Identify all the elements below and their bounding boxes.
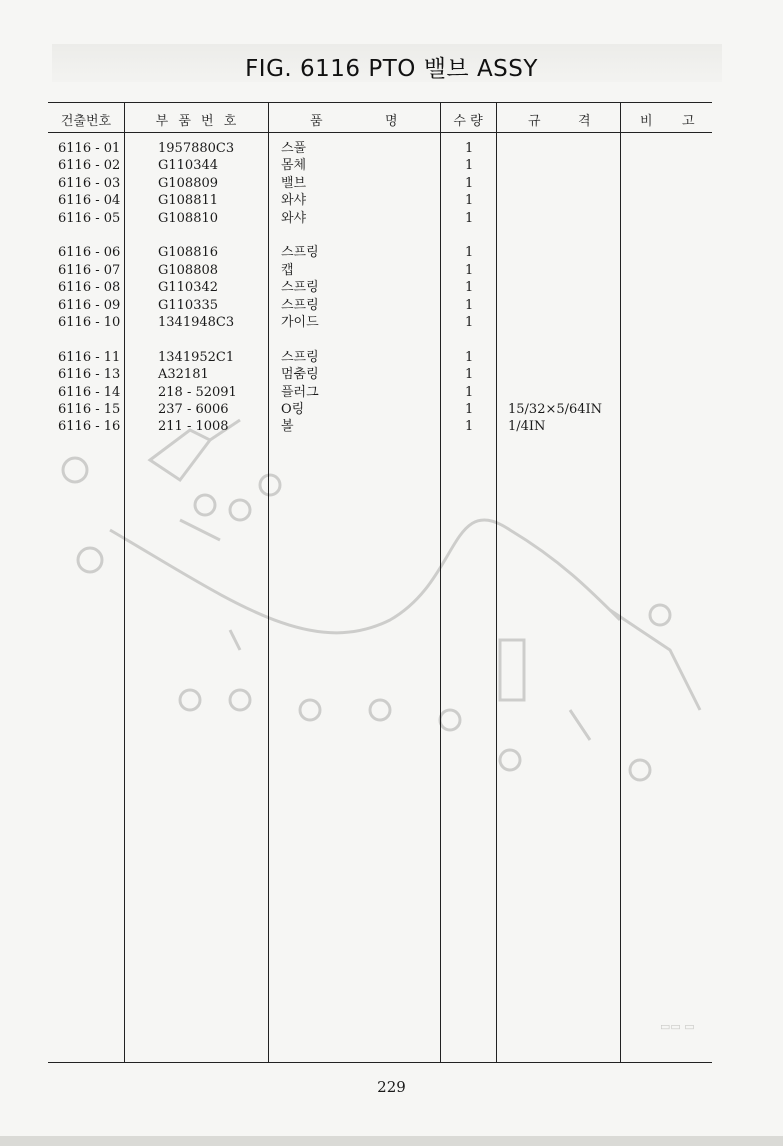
part-no-cell: G110342 — [158, 280, 219, 296]
quantity-cell: 1 — [465, 175, 474, 191]
ref-no-cell: 6116 - 13 — [58, 367, 121, 383]
header-part-no: 부 품 번 호 — [155, 114, 237, 129]
ref-no-cell: 6116 - 10 — [58, 315, 121, 330]
quantity-cell: 1 — [465, 245, 474, 261]
ref-no-cell: 6116 - 09 — [58, 297, 121, 313]
quantity-cell: 1 — [465, 297, 474, 313]
part-no-cell: 211 - 1008 — [158, 419, 229, 435]
header-ref-no: 건출번호 — [60, 114, 112, 129]
part-name-cell: 플러그 — [281, 384, 319, 400]
ref-no-cell: 6116 - 11 — [58, 349, 121, 365]
part-name-cell: 와샤 — [281, 193, 307, 209]
part-no-cell: G110335 — [158, 297, 219, 313]
part-name-cell: 스프링 — [281, 297, 319, 313]
header-spec-2: 격 — [578, 114, 591, 129]
part-no-cell: 1341952C1 — [158, 349, 235, 365]
watermark-stamp: ▭▭ ▭ — [660, 1020, 695, 1033]
quantity-cell: 1 — [465, 193, 474, 209]
exploded-diagram-background — [30, 240, 730, 800]
ref-no-cell: 6116 - 01 — [58, 141, 121, 156]
header-bottom-rule — [48, 132, 712, 133]
ref-no-cell: 6116 - 16 — [58, 419, 121, 435]
ref-no-cell: 6116 - 14 — [58, 384, 121, 400]
header-spec-1: 규 — [528, 114, 541, 129]
ref-no-cell: 6116 - 02 — [58, 158, 121, 174]
quantity-cell: 1 — [465, 367, 474, 383]
ref-no-cell: 6116 - 08 — [58, 280, 121, 296]
ref-no-cell: 6116 - 04 — [58, 193, 121, 209]
quantity-cell: 1 — [465, 419, 474, 435]
part-name-cell: 스프링 — [281, 280, 319, 296]
quantity-cell: 1 — [465, 402, 474, 417]
part-no-cell: G110344 — [158, 158, 219, 174]
header-name-1: 품 — [310, 114, 323, 129]
quantity-cell: 1 — [465, 158, 474, 174]
part-name-cell: 볼 — [281, 419, 294, 435]
part-no-cell: G108810 — [158, 210, 219, 226]
table-top-rule — [48, 102, 712, 103]
part-name-cell: 멈춤링 — [281, 367, 319, 383]
quantity-cell: 1 — [465, 315, 474, 330]
ref-no-cell: 6116 - 07 — [58, 262, 121, 278]
part-name-cell: 와샤 — [281, 210, 307, 226]
part-no-cell: 1341948C3 — [158, 315, 235, 330]
quantity-cell: 1 — [465, 210, 474, 226]
spec-cell: 15/32×5/64IN — [508, 402, 603, 417]
part-name-cell: 스프링 — [281, 245, 319, 261]
part-no-cell: 218 - 52091 — [158, 384, 237, 400]
part-name-cell: 밸브 — [281, 175, 307, 191]
spec-cell: 1/4IN — [508, 419, 546, 435]
part-no-cell: G108808 — [158, 262, 219, 278]
header-qty: 수 량 — [453, 114, 483, 129]
part-no-cell: G108811 — [158, 193, 219, 209]
part-name-cell: 몸체 — [281, 158, 307, 174]
ref-no-cell: 6116 - 03 — [58, 175, 121, 191]
figure-title: FIG. 6116 PTO 밸브 ASSY — [245, 56, 538, 82]
quantity-cell: 1 — [465, 384, 474, 400]
part-name-cell: O링 — [281, 402, 305, 417]
header-remark-2: 고 — [682, 114, 695, 129]
part-no-cell: 237 - 6006 — [158, 402, 229, 417]
quantity-cell: 1 — [465, 141, 474, 156]
part-name-cell: 가이드 — [281, 315, 319, 330]
part-name-cell: 캡 — [281, 262, 294, 278]
ref-no-cell: 6116 - 06 — [58, 245, 121, 261]
quantity-cell: 1 — [465, 280, 474, 296]
header-name-2: 명 — [385, 114, 398, 129]
table-bottom-rule — [48, 1062, 712, 1063]
ref-no-cell: 6116 - 15 — [58, 402, 121, 417]
page-number: 229 — [377, 1078, 406, 1096]
scan-edge — [0, 1136, 783, 1146]
part-no-cell: G108809 — [158, 175, 219, 191]
ref-no-cell: 6116 - 05 — [58, 210, 121, 226]
quantity-cell: 1 — [465, 349, 474, 365]
part-name-cell: 스풀 — [281, 141, 307, 156]
quantity-cell: 1 — [465, 262, 474, 278]
part-no-cell: G108816 — [158, 245, 219, 261]
header-remark-1: 비 — [640, 114, 653, 129]
part-name-cell: 스프링 — [281, 349, 319, 365]
part-no-cell: 1957880C3 — [158, 141, 235, 156]
part-no-cell: A32181 — [158, 367, 209, 383]
